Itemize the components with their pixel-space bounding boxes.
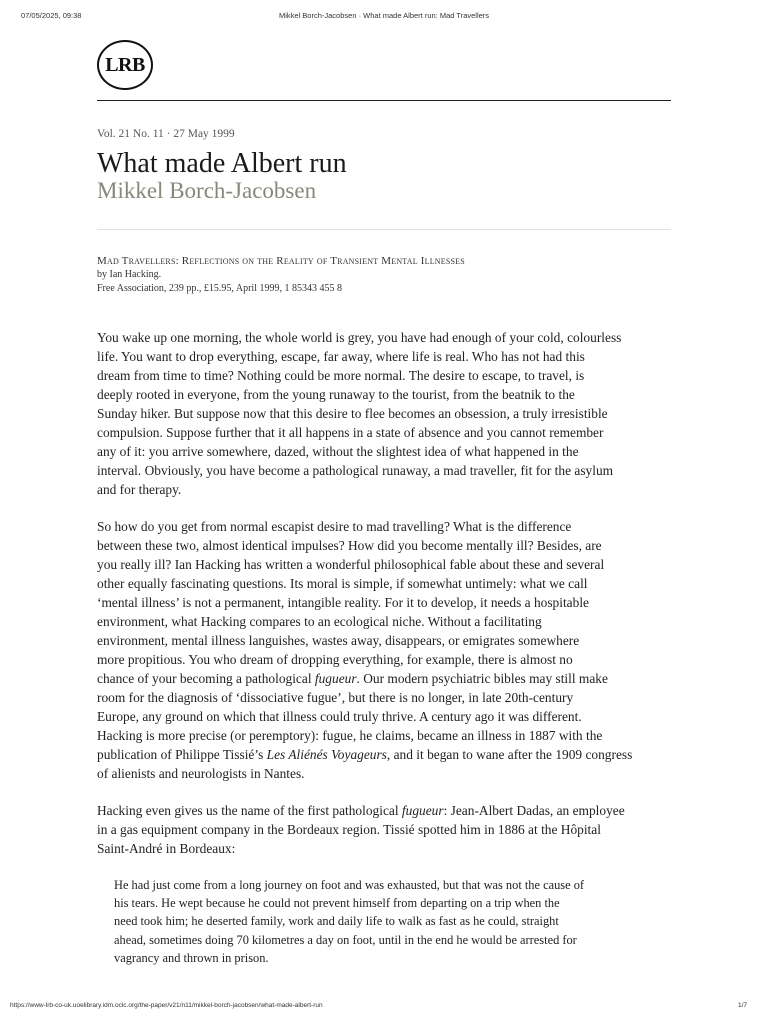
print-page-title: Mikkel Borch-Jacobsen · What made Albert run: Mad Travellers bbox=[278, 11, 490, 20]
quote-line: need took him; he deserted family, work and daily life to walk as fast as he could, straight bbox=[114, 914, 559, 929]
quote-line: his tears. He wept because he could not prevent himself from departing on a trip when the bbox=[114, 896, 560, 911]
text-line: between these two, almost identical impulses? How did you become mentally ill? Besides, are bbox=[97, 538, 602, 553]
print-header bbox=[0, 11, 768, 23]
text-line: other equally fascinating questions. Its moral is simple, if somewhat untimely: what we call bbox=[97, 576, 588, 591]
reviewed-book-info bbox=[97, 254, 465, 296]
italic-term: Les Aliénés Voyageurs bbox=[266, 747, 387, 762]
text-line: Hacking even gives us the name of the first pathological fugueur: Jean-Albert Dadas, an employee bbox=[97, 803, 625, 818]
text-line: compulsion. Suppose further that it all happens in a state of absence and you cannot remember bbox=[97, 425, 604, 440]
text-line: and for therapy. bbox=[97, 482, 182, 497]
text-line: chance of your becoming a pathological fugueur. Our modern psychiatric bibles may still make bbox=[97, 671, 608, 686]
issue-info: Vol. 21 No. 11 · 27 May 1999 bbox=[97, 128, 235, 140]
text-line: Sunday hiker. But suppose now that this desire to flee becomes an obsession, a truly irresistible bbox=[97, 406, 608, 421]
text-line: environment, mental illness languishes, wastes away, disappears, or emigrates somewhere bbox=[97, 633, 580, 648]
text-line: Saint-André in Bordeaux: bbox=[97, 841, 236, 856]
print-url: https://www-lrb-co-uk.uoelibrary.idm.oclc.org/the-paper/v21/n11/mikkel-borch-jacobsen/what-made-albert-run bbox=[10, 1002, 323, 1009]
lrb-logo[interactable]: LRB bbox=[97, 40, 153, 90]
text-line: dream from time to time? Nothing could be more normal. The desire to escape, to travel, is bbox=[97, 368, 585, 383]
section-divider bbox=[97, 229, 671, 230]
header-divider bbox=[97, 100, 671, 101]
reviewed-book-publisher: Free Association, 239 pp., £15.95, April 1999, 1 85343 455 8 bbox=[97, 283, 342, 294]
text-line: Europe, any ground on which that illness could truly thrive. A century ago it was different. bbox=[97, 709, 582, 724]
text-line: publication of Philippe Tissié’s Les Aliénés Voyageurs, and it began to wane after the 1909 congress bbox=[97, 747, 633, 762]
article-author[interactable]: Mikkel Borch-Jacobsen bbox=[97, 178, 317, 203]
reviewed-book-title: Mad Travellers: Reflections on the Reality of Transient Mental Illnesses bbox=[97, 255, 465, 267]
text-line: interval. Obviously, you have become a pathological runaway, a mad traveller, fit for the asylum bbox=[97, 463, 614, 478]
text-line: in a gas equipment company in the Bordeaux region. Tissié spotted him in 1886 at the Hôpital bbox=[97, 822, 601, 837]
text-line: So how do you get from normal escapist desire to mad travelling? What is the difference bbox=[97, 519, 572, 534]
text-line: any of it: you arrive somewhere, dazed, without the slightest idea of what happened in the bbox=[97, 444, 579, 459]
article-body bbox=[97, 328, 672, 967]
text-line: ‘mental illness’ is not a permanent, intangible reality. For it to develop, it needs a hospitable bbox=[97, 595, 589, 610]
text-line: You wake up one morning, the whole world is grey, you have had enough of your cold, colourless bbox=[97, 330, 622, 345]
reviewed-book-author: by Ian Hacking. bbox=[97, 269, 162, 280]
text-line: Hacking is more precise (or peremptory): fugue, he claims, became an illness in 1887 with the bbox=[97, 728, 603, 743]
paragraph-1 bbox=[97, 328, 672, 499]
italic-term: fugueur bbox=[314, 671, 357, 686]
print-page-number: 1/7 bbox=[737, 1002, 747, 1009]
quote-line: He had just come from a long journey on foot and was exhausted, but that was not the cause of bbox=[114, 878, 585, 892]
blockquote bbox=[97, 876, 672, 967]
paragraph-3 bbox=[97, 801, 672, 858]
text-line: life. You want to drop everything, escape, far away, where life is real. Who has not had this bbox=[97, 349, 585, 364]
paragraph-2 bbox=[97, 517, 672, 783]
text-line: deeply rooted in everyone, from the young runaway to the tourist, from the beatnik to the bbox=[97, 387, 575, 402]
text-line: environment, what Hacking compares to an ecological niche. Without a facilitating bbox=[97, 614, 542, 629]
quote-line: vagrancy and thrown in prison. bbox=[114, 950, 269, 965]
text-line: of alienists and neurologists in Nantes. bbox=[97, 766, 305, 781]
text-line: more propitious. You who dream of dropping everything, for example, there is almost no bbox=[97, 652, 573, 667]
print-datetime: 07/05/2025, 09:38 bbox=[21, 11, 82, 20]
quote-line: ahead, sometimes doing 70 kilometres a day on foot, until in the end he would be arrested for bbox=[114, 932, 577, 947]
article-title: What made Albert run bbox=[97, 148, 347, 179]
italic-term: fugueur bbox=[401, 803, 444, 818]
text-line: room for the diagnosis of ‘dissociative fugue’, but there is no longer, in late 20th-century bbox=[97, 690, 574, 705]
text-line: you really ill? Ian Hacking has written a wonderful philosophical fable about these and several bbox=[97, 557, 605, 572]
